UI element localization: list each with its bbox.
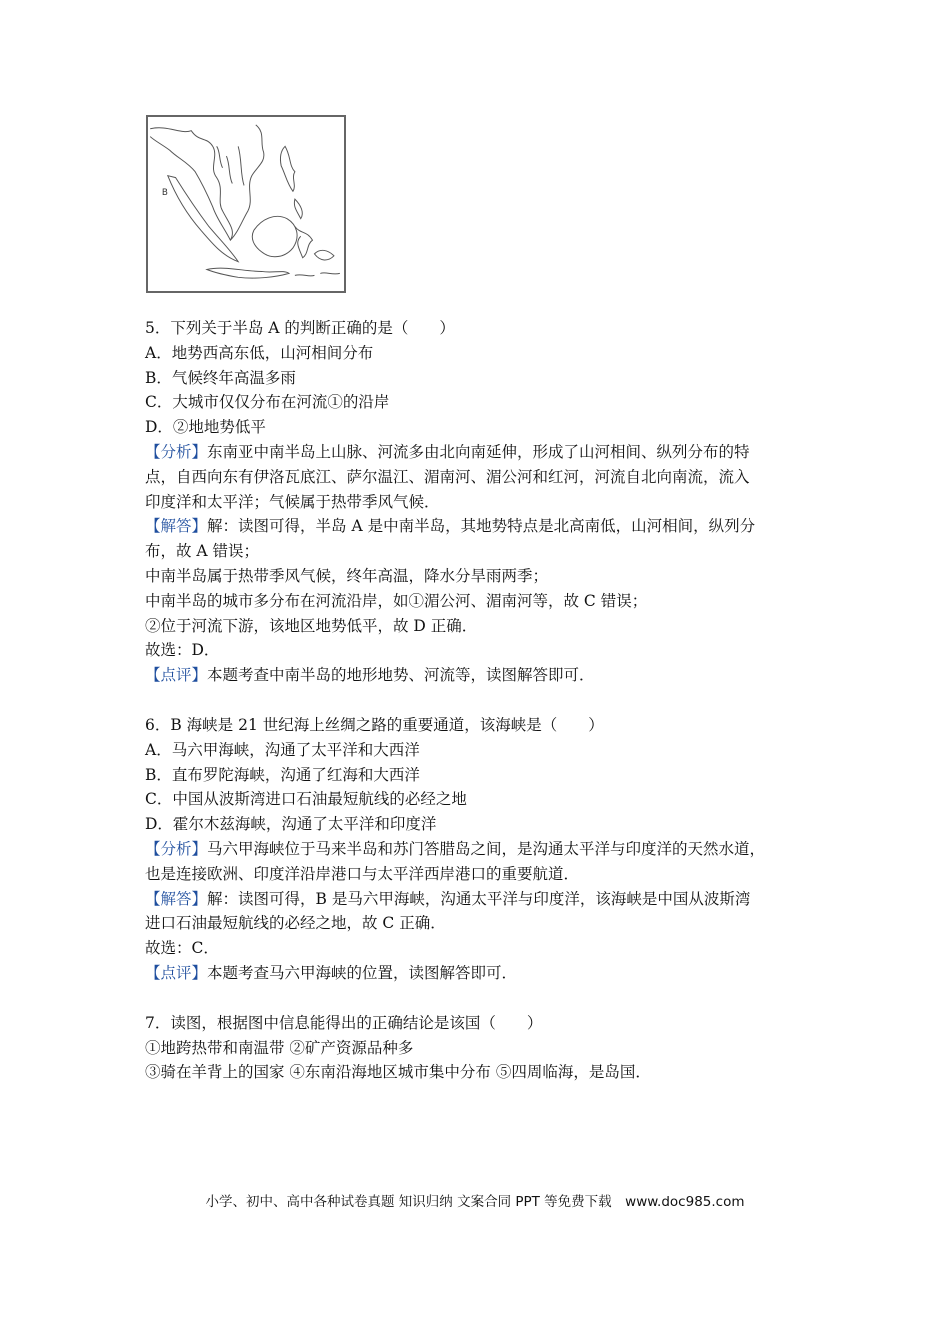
q5-comment	[145, 663, 825, 688]
q5-option-a: A．地势西高东低，山河相间分布	[145, 343, 374, 362]
page-footer: 小学、初中、高中各种试卷真题 知识归纳 文案合同 PPT 等免费下载 www.doc985.com	[205, 1194, 745, 1210]
q5-analysis-text-3: 印度洋和太平洋；气候属于热带季风气候．	[145, 492, 440, 511]
answer-tag: 【解答】	[145, 517, 208, 536]
q7-stem: 7．读图，根据图中信息能得出的正确结论是该国（ ）	[145, 1013, 543, 1032]
comment-tag: 【点评】	[145, 963, 208, 982]
q6-option-c: C．中国从波斯湾进口石油最短航线的必经之地	[145, 790, 467, 809]
q6-stem: 6．B 海峡是 21 世纪海上丝绸之路的重要通道，该海峡是（ ）	[145, 715, 604, 734]
spacer	[145, 986, 825, 1011]
analysis-tag: 【分析】	[145, 442, 208, 461]
spacer	[145, 688, 825, 713]
analysis-tag: 【分析】	[145, 839, 208, 858]
q5-answer-text-4: 中南半岛的城市多分布在河流沿岸，如①湄公河、湄南河等，故 C 错误；	[145, 591, 648, 610]
q6-answer-text-2: 进口石油最短航线的必经之地，故 C 正确．	[145, 914, 446, 933]
q5-answer-choice: 故选：D．	[145, 641, 220, 660]
q6-answer-choice: 故选：C．	[145, 939, 219, 958]
q5-analysis	[145, 440, 825, 465]
southeast-asia-map	[146, 115, 346, 293]
q5-comment-text: 本题考查中南半岛的地形地势、河流等，读图解答即可．	[207, 666, 595, 685]
answer-tag: 【解答】	[145, 889, 208, 908]
question-content	[145, 316, 825, 1085]
q5-option-c: C．大城市仅仅分布在河流①的沿岸	[145, 393, 390, 412]
q5-answer	[145, 514, 825, 539]
q5-option-d: D．②地地势低平	[145, 418, 266, 437]
q7-statement-1: ①地跨热带和南温带 ②矿产资源品种多	[145, 1038, 414, 1057]
q6-comment-text: 本题考查马六甲海峡的位置，读图解答即可．	[207, 963, 518, 982]
q5-answer-text-1: 解：读图可得，半岛 A 是中南半岛，其地势特点是北高南低，山河相间，纵列分	[207, 517, 756, 536]
q6-analysis-text-1: 马六甲海峡位于马来半岛和苏门答腊岛之间，是沟通太平洋与印度洋的天然水道，	[207, 839, 766, 858]
q5-answer-text-2: 布，故 A 错误；	[145, 542, 260, 561]
q5-answer-text-3: 中南半岛属于热带季风气候，终年高温，降水分旱雨两季；	[145, 566, 549, 585]
q5-answer-text-5: ②位于河流下游，该地区地势低平，故 D 正确．	[145, 616, 478, 635]
q6-option-b: B．直布罗陀海峡，沟通了红海和大西洋	[145, 765, 420, 784]
q5-analysis-text-1: 东南亚中南半岛上山脉、河流多由北向南延伸，形成了山河相间、纵列分布的特	[207, 442, 750, 461]
map-drawing	[148, 117, 344, 291]
q6-option-d: D．霍尔木兹海峡，沟通了太平洋和印度洋	[145, 815, 437, 834]
q6-comment	[145, 961, 825, 986]
q6-answer	[145, 887, 825, 912]
q6-option-a: A．马六甲海峡，沟通了太平洋和大西洋	[145, 740, 420, 759]
q5-analysis-text-2: 点，自西向东有伊洛瓦底江、萨尔温江、湄南河、湄公河和红河，河流自北向南流，流入	[145, 467, 750, 486]
q6-analysis-text-2: 也是连接欧洲、印度洋沿岸港口与太平洋西岸港口的重要航道．	[145, 864, 580, 883]
q5-option-b: B．气候终年高温多雨	[145, 368, 296, 387]
q5-stem: 5．下列关于半岛 A 的判断正确的是（ ）	[145, 319, 455, 337]
comment-tag: 【点评】	[145, 666, 208, 685]
q6-answer-text-1: 解：读图可得，B 是马六甲海峡，沟通太平洋与印度洋，该海峡是中国从波斯湾	[207, 889, 751, 908]
q7-statement-2: ③骑在羊背上的国家 ④东南沿海地区城市集中分布 ⑤四周临海，是岛国．	[145, 1063, 651, 1082]
q6-analysis	[145, 837, 825, 862]
map-label-b: B	[161, 188, 168, 199]
